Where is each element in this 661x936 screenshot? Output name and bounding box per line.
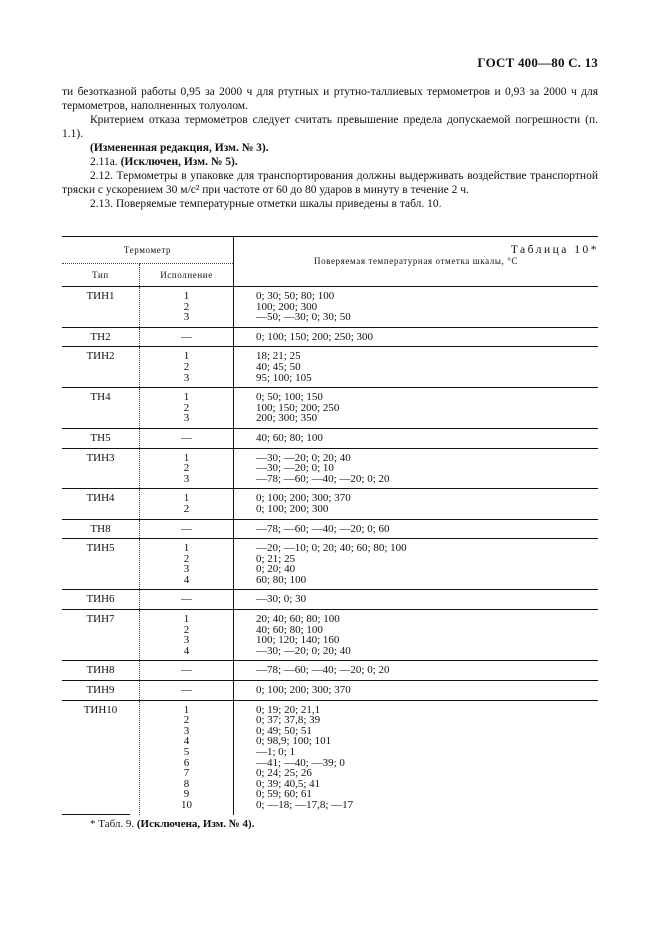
cell-execution: 1 2 3 4 <box>140 610 234 661</box>
verification-table <box>62 236 598 815</box>
paragraph-continuation: ти безотказной работы 0,95 за 2000 ч для ртутных и ртутно-таллиевых термометров и 0,93 за 2000 ч для термометров, наполненных толуолом. <box>62 86 598 112</box>
table-caption: Таблица 10* <box>510 244 599 256</box>
paragraph-2-12: 2.12. Термометры в упаковке для транспортирования должны выдерживать воздействие транспортной тряски с ускорением 30 м/с² при частоте от 60 до 80 ударов в минуту в течение 2 ч. <box>62 170 598 196</box>
cell-type: ТИН1 <box>62 287 140 328</box>
amendment-note: (Измененная редакция, Изм. № 3). <box>90 142 269 154</box>
cell-marks: 40; 60; 80; 100 <box>256 431 323 444</box>
body-text <box>62 85 598 211</box>
cell-type: ТН8 <box>62 519 140 539</box>
cell-marks: 0; 100; 200; 300; 370 0; 100; 200; 300 <box>256 492 351 515</box>
cell-marks: 18; 21; 25 40; 45; 50 95; 100; 105 <box>256 350 312 384</box>
table-row <box>62 519 598 539</box>
table-row <box>62 448 598 489</box>
cell-type: ТИН10 <box>62 700 140 814</box>
cell-marks: —78; —60; —40; —20; 0; 60 <box>256 522 390 535</box>
paragraph-2-13: 2.13. Поверяемые температурные отметки шкалы приведены в табл. 10. <box>90 198 442 210</box>
cell-type: ТИН6 <box>62 590 140 610</box>
table-row <box>62 681 598 701</box>
cell-execution: 1 2 3 4 <box>140 539 234 590</box>
cell-type: ТИН9 <box>62 681 140 701</box>
table-row <box>62 287 598 328</box>
cell-marks: 0; 19; 20; 21,1 0; 37; 37,8; 39 0; 49; 50; 51 0; 98,9; 100; 101 —1; 0; 1 —41; —40; —39; 0 0; 24; 25; 26 0; 39; 40,5; 41 0; 59; 60; 61 0; —18; —17,8; —17 <box>256 703 354 811</box>
cell-execution: — <box>140 327 234 347</box>
cell-execution: — <box>140 519 234 539</box>
cell-marks: 0; 30; 50; 80; 100 100; 200; 300 —50; —30; 0; 30; 50 <box>256 290 351 324</box>
cell-execution: — <box>140 681 234 701</box>
cell-marks: 0; 100; 150; 200; 250; 300 <box>256 330 374 343</box>
paragraph-failure-criterion: Критерием отказа термометров следует считать превышение предела допускаемой погрешности (п. 1.1). <box>62 114 598 140</box>
table-body <box>62 287 598 815</box>
table-row <box>62 489 598 519</box>
cell-execution: — <box>140 661 234 681</box>
cell-type: ТН5 <box>62 428 140 448</box>
footnote-ref: * Табл. 9. <box>90 818 135 830</box>
table-row <box>62 610 598 661</box>
cell-type: ТИН4 <box>62 489 140 519</box>
header-execution: Исполнение <box>140 264 234 287</box>
cell-execution: 1 2 3 <box>140 287 234 328</box>
cell-execution: 1 2 3 <box>140 388 234 429</box>
table-row <box>62 539 598 590</box>
cell-execution: 1 2 3 4 5 6 7 8 9 10 <box>140 700 234 814</box>
table-row <box>62 661 598 681</box>
cell-execution: 1 2 3 <box>140 448 234 489</box>
cell-marks: —20; —10; 0; 20; 40; 60; 80; 100 0; 21; 25 0; 20; 40 60; 80; 100 <box>256 542 407 586</box>
table-row <box>62 327 598 347</box>
table-row <box>62 428 598 448</box>
footnote-bold: (Исключена, Изм. № 4). <box>136 818 255 830</box>
cell-execution: — <box>140 428 234 448</box>
cell-marks: 0; 50; 100; 150 100; 150; 200; 250 200; 300; 350 <box>256 391 340 425</box>
cell-type: ТИН2 <box>62 347 140 388</box>
cell-type: ТИН3 <box>62 448 140 489</box>
cell-execution: 1 2 <box>140 489 234 519</box>
header-marks: Поверяемая температурная отметка шкалы, °С <box>234 237 599 287</box>
table-row <box>62 347 598 388</box>
cell-type: ТН4 <box>62 388 140 429</box>
cell-execution: — <box>140 590 234 610</box>
cell-type: ТИН7 <box>62 610 140 661</box>
table-row <box>62 590 598 610</box>
cell-marks: 20; 40; 60; 80; 100 40; 60; 80; 100 100; 120; 140; 160 —30; —20; 0; 20; 40 <box>256 613 351 657</box>
excluded-note: (Исключен, Изм. № 5). <box>120 156 238 168</box>
paragraph-2-11a <box>62 155 598 169</box>
cell-marks: —78; —60; —40; —20; 0; 20 <box>256 664 390 677</box>
footnote-rule <box>62 814 130 815</box>
table-row <box>62 700 598 814</box>
page-header: ГОСТ 400—80 С. 13 <box>477 55 598 70</box>
cell-type: ТИН8 <box>62 661 140 681</box>
cell-marks: —30; 0; 30 <box>256 593 307 606</box>
cell-marks: 0; 100; 200; 300; 370 <box>256 684 351 697</box>
cell-marks: —30; —20; 0; 20; 40 —30; —20; 0; 10 —78; —60; —40; —20; 0; 20 <box>256 451 390 485</box>
cell-execution: 1 2 3 <box>140 347 234 388</box>
header-thermometer: Термометр <box>62 237 234 264</box>
footnote <box>90 818 254 830</box>
table-row <box>62 388 598 429</box>
header-type: Тип <box>62 264 140 287</box>
clause-number: 2.11а. <box>90 156 118 168</box>
cell-type: ТН2 <box>62 327 140 347</box>
cell-type: ТИН5 <box>62 539 140 590</box>
